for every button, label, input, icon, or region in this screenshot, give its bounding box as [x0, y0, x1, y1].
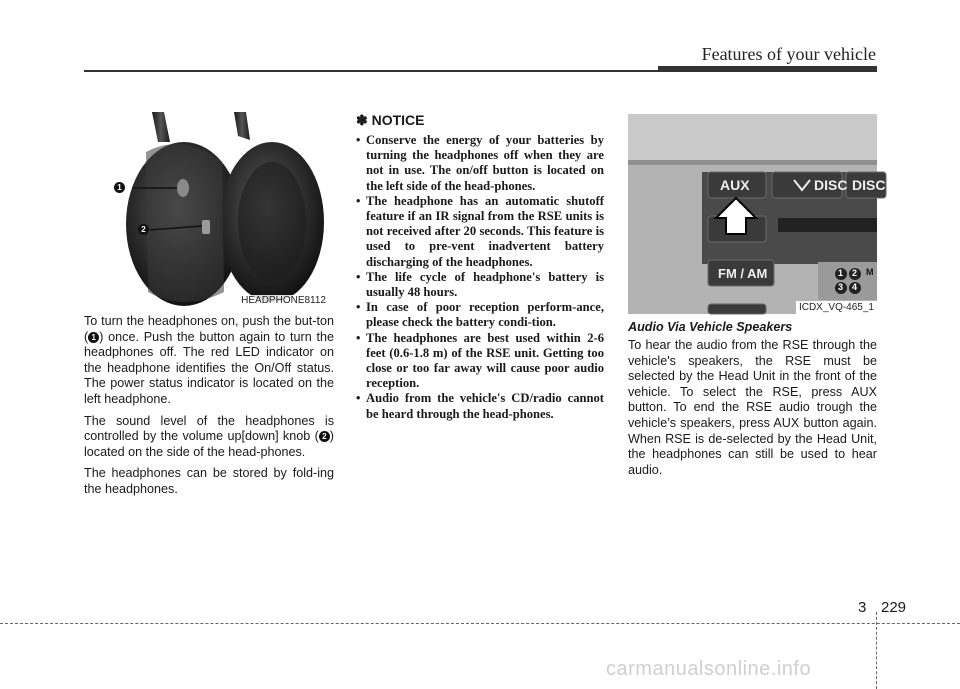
image-caption: ICDX_VQ-465_1	[796, 301, 877, 314]
notice-item: • The headphone has an automatic shutoff feature if an IR signal from the RSE units is not received after 20 seconds. This feature is used to pre-vent inadvertent battery discharging of the headphones.	[356, 194, 604, 270]
callout-1: 1	[114, 182, 125, 193]
image-caption: HEADPHONE8112	[241, 295, 326, 306]
headphone-illustration	[84, 112, 332, 308]
notice-list	[356, 133, 604, 422]
callout-2: 2	[138, 224, 149, 235]
disc-button-label-2: DISC	[852, 177, 886, 193]
section-subheading: Audio Via Vehicle Speakers	[628, 320, 793, 334]
paragraph-speakers: To hear the audio from the RSE through the vehicle's speakers, the RSE must be selected by the Head Unit in the front of the vehicle. To select the RSE, press AUX button. To end the RSE audio trough the vehicle’s speakers, press AUX button again. When RSE is de-selected by the Head Unit, the headphones can still be used to hear audio.	[628, 338, 877, 477]
paragraph-storage: The headphones can be stored by fold-ing the headphones.	[84, 466, 334, 496]
footer-rule	[0, 623, 960, 624]
column-speakers	[628, 114, 886, 484]
preset-1: 1	[838, 268, 844, 278]
callout-ref-1: 1	[88, 332, 99, 343]
audio-panel-photo	[628, 114, 886, 314]
preset-4: 4	[852, 282, 858, 292]
notice-item: • Audio from the vehicle's CD/radio cannot be heard through the head-phones.	[356, 391, 604, 421]
callout-ref-2: 2	[319, 431, 330, 442]
text: The sound level of the headphones is controlled by the volume up[down] knob (	[84, 413, 334, 444]
notice-title: ✽ NOTICE	[356, 112, 425, 128]
headphone-photo	[84, 112, 332, 308]
m-label: M	[866, 267, 874, 277]
aux-button-label: AUX	[720, 177, 750, 193]
preset-3: 3	[838, 282, 844, 292]
disc-button-label: DISC	[814, 177, 848, 193]
chapter-number: 3	[858, 599, 867, 616]
footer-divider	[876, 612, 877, 689]
paragraph-volume	[84, 414, 334, 461]
header-rule	[84, 70, 658, 72]
watermark: carmanualsonline.info	[606, 658, 812, 680]
notice-item: • In case of poor reception perform-ance, please check the battery condi-tion.	[356, 300, 604, 330]
column-headphones	[84, 112, 334, 504]
text: ) located on the side of the head-phones.	[84, 429, 334, 459]
notice-item: • The life cycle of headphone's battery is usually 48 hours.	[356, 270, 604, 300]
paragraph-power	[84, 314, 334, 408]
page-number: 229	[881, 599, 907, 616]
text: To turn the headphones on, push the but-ton (	[84, 314, 334, 344]
fm-am-button-label: FM / AM	[718, 266, 768, 281]
text: ) once. Push the button again to turn the headphones off. The red LED indicator on the headphone identifies the On/Off status. The power status indicator is located on the left headphone.	[84, 329, 334, 406]
preset-2: 2	[852, 268, 858, 278]
page-header-title: Features of your vehicle	[701, 44, 876, 64]
column-notice	[356, 112, 604, 422]
notice-item: • The headphones are best used within 2-6 feet (0.6-1.8 m) of the RSE unit. Getting too close or too far away will cause poor audio reception.	[356, 331, 604, 392]
header-rule-thick	[658, 66, 877, 72]
notice-item: • Conserve the energy of your batteries by turning the headphones off when they are not in use. The on/off button is located on the left side of the head-phones.	[356, 133, 604, 194]
